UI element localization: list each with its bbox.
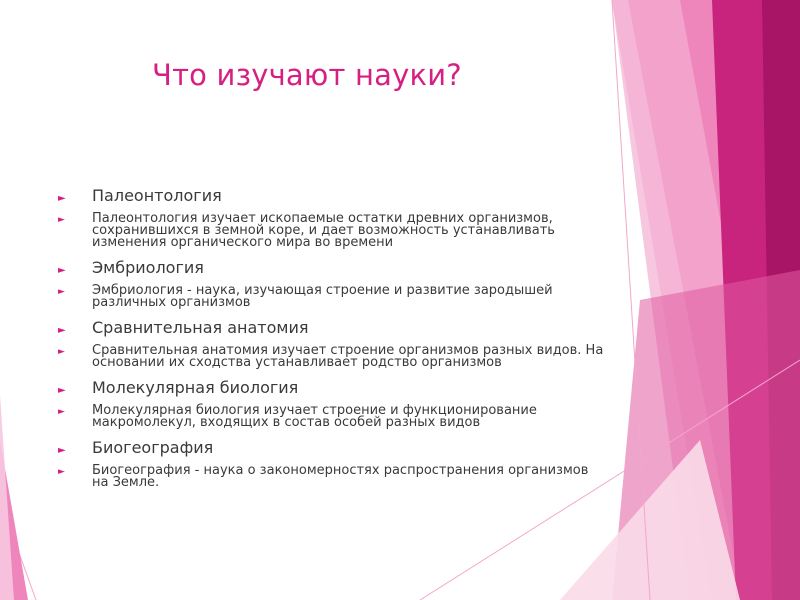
- triangle-right-icon: ►: [58, 265, 66, 276]
- bullet-detail: [58, 213, 606, 249]
- slide-title: Что изучают науки?: [152, 58, 462, 92]
- bullet-detail-text: Молекулярная биология изучает строение и функционирование макромолекул, входящих в состав особей разных видов: [92, 403, 537, 430]
- bullet-heading: [58, 378, 606, 397]
- bullet-detail: [58, 345, 606, 369]
- triangle-right-icon: ►: [58, 467, 65, 477]
- triangle-right-icon: ►: [58, 347, 65, 357]
- bullet-detail-text: Палеонтология изучает ископаемые остатки древних организмов, сохранившихся в земной коре, и дает возможность устанавливать изменения органического мира во времени: [92, 211, 555, 250]
- bullet-heading-text: Молекулярная биология: [92, 378, 299, 397]
- bullet-heading: [58, 258, 606, 277]
- triangle-right-icon: ►: [58, 385, 66, 396]
- bullet-heading: [58, 186, 606, 205]
- deco-left-light-shape: [0, 395, 14, 600]
- triangle-right-icon: ►: [58, 287, 65, 297]
- triangle-right-icon: ►: [58, 445, 66, 456]
- bullet-detail-text: Эмбриология - наука, изучающая строение и развитие зародышей различных организмов: [92, 283, 553, 310]
- bullet-detail: [58, 405, 606, 429]
- triangle-right-icon: ►: [58, 325, 66, 336]
- bullet-heading-text: Сравнительная анатомия: [92, 318, 309, 337]
- bullet-detail-text: Сравнительная анатомия изучает строение организмов разных видов. На основании их сходства устанавливает родство организмов: [92, 343, 604, 370]
- triangle-right-icon: ►: [58, 215, 65, 225]
- bullet-list: [58, 186, 606, 498]
- bullet-heading-text: Палеонтология: [92, 186, 222, 205]
- triangle-right-icon: ►: [58, 407, 65, 417]
- bullet-heading-text: Биогеография: [92, 438, 214, 457]
- bullet-detail: [58, 285, 606, 309]
- triangle-right-icon: ►: [58, 193, 66, 204]
- bullet-heading-text: Эмбриология: [92, 258, 204, 277]
- bullet-heading: [58, 318, 606, 337]
- bullet-detail: [58, 465, 606, 489]
- bullet-heading: [58, 438, 606, 457]
- bullet-detail-text: Биогеография - наука о закономерностях распространения организмов на Земле.: [92, 463, 589, 490]
